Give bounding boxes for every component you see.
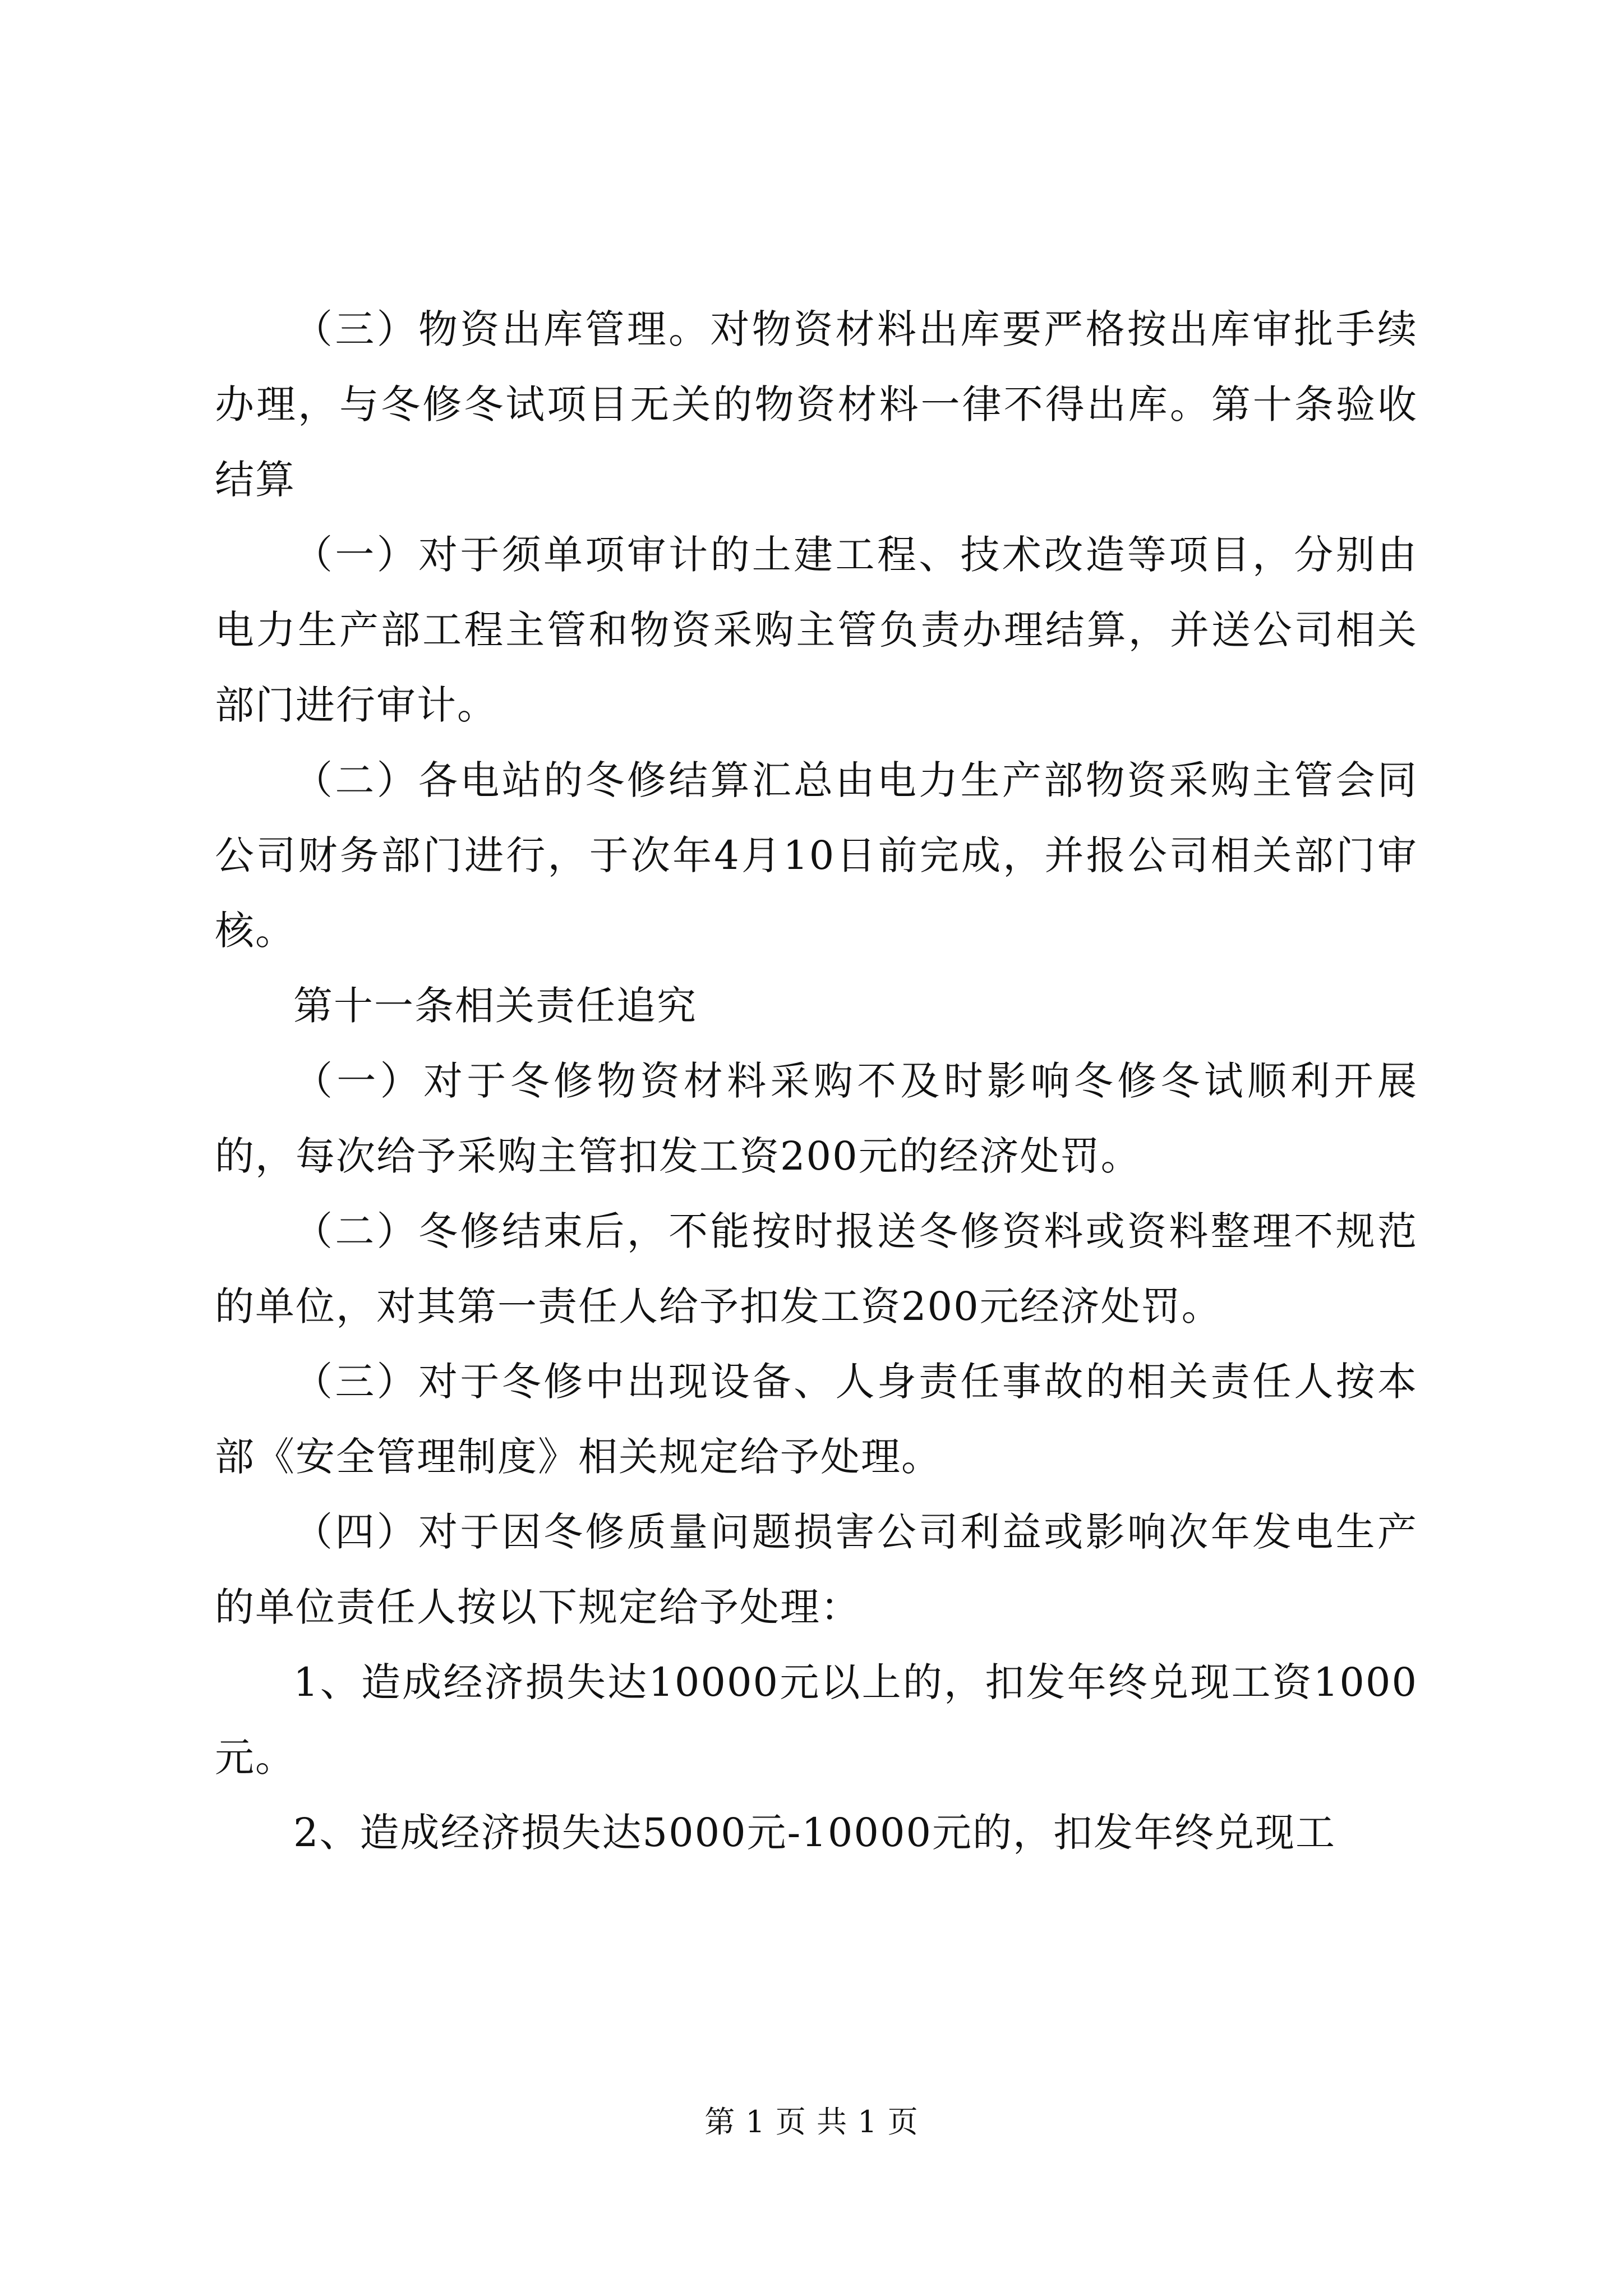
- paragraph-settlement-summary: （二）各电站的冬修结算汇总由电力生产部物资采购主管会同公司财务部门进行，于次年4月10日前完成，并报公司相关部门审核。: [215, 757, 1418, 954]
- paragraph-material-outbound: （三）物资出库管理。对物资材料出库要严格按出库审批手续办理，与冬修冬试项目无关的物资材料一律不得出库。第十条验收结算: [215, 306, 1418, 503]
- list-item-penalty-1: 1、造成经济损失达10000元以上的，扣发年终兑现工资1000元。: [215, 1659, 1418, 1780]
- paragraph-quality-handling: （四）对于因冬修质量问题损害公司利益或影响次年发电生产的单位责任人按以下规定给予处理：: [215, 1509, 1418, 1630]
- page-footer: 第 1 页 共 1 页: [704, 2104, 919, 2139]
- paragraph-procurement-penalty: （一）对于冬修物资材料采购不及时影响冬修冬试顺利开展的，每次给予采购主管扣发工资200元的经济处罚。: [215, 1058, 1418, 1179]
- list-item-penalty-2: 2、造成经济损失达5000元-10000元的，扣发年终兑现工: [293, 1810, 1336, 1856]
- paragraph-accident-handling: （三）对于冬修中出现设备、人身责任事故的相关责任人按本部《安全管理制度》相关规定给予处理。: [215, 1359, 1418, 1480]
- paragraph-settlement-audit: （一）对于须单项审计的土建工程、技术改造等项目，分别由电力生产部工程主管和物资采购主管负责办理结算，并送公司相关部门进行审计。: [215, 532, 1418, 728]
- document-body: [215, 292, 1418, 1870]
- section-heading-accountability: 第十一条相关责任追究: [293, 983, 697, 1029]
- paragraph-report-penalty: （二）冬修结束后，不能按时报送冬修资料或资料整理不规范的单位，对其第一责任人给予扣发工资200元经济处罚。: [215, 1208, 1418, 1329]
